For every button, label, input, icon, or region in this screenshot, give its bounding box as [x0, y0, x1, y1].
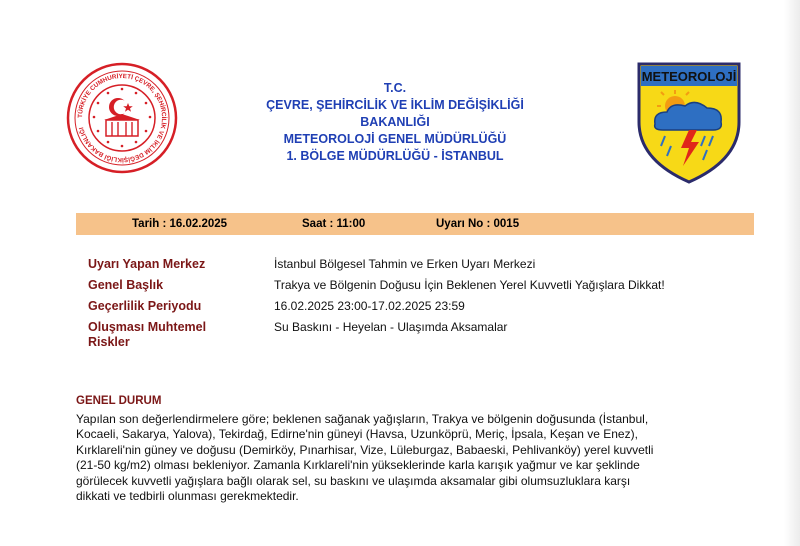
detail-value: İstanbul Bölgesel Tahmin ve Erken Uyarı Merkezi — [274, 257, 536, 271]
detail-label: Geçerlilik Periyodu — [88, 299, 202, 313]
page-edge-shadow — [784, 0, 800, 546]
detail-value: Trakya ve Bölgenin Doğusu İçin Beklenen Yerel Kuvvetli Yağışlara Dikkat! — [274, 278, 665, 292]
detail-row-risks — [88, 318, 748, 352]
general-situation-title: GENEL DURUM — [76, 395, 162, 407]
body-line: görülecek kuvvetli yağışlara bağlı olarak sel, su baskını ve ulaşımda aksamalar gibi olumsuzluklara karşı — [76, 473, 631, 488]
header-line-regional: 1. BÖLGE MÜDÜRLÜĞÜ - İSTANBUL — [286, 149, 504, 163]
body-line: Kocaeli, Sakarya, Yalova), Tekirdağ, Edirne'nin güneyi (Havsa, Uzunköprü, Meriç, İpsala, Keşan ve Enez), — [76, 427, 638, 442]
body-line: Yapılan son değerlendirmelere göre; beklenen sağanak yağışların, Trakya ve bölgenin doğusunda (İstanbul, — [76, 412, 649, 426]
issue-time: Saat : 11:00 — [302, 218, 366, 230]
detail-label: Oluşması Muhtemel Riskler — [88, 320, 207, 349]
badge-title: METEOROLOJİ — [641, 69, 737, 84]
header-line-tc: T.C. — [383, 81, 407, 95]
detail-row-validity — [88, 297, 748, 318]
header-line-ministry: ÇEVRE, ŞEHİRCİLİK VE İKLİM DEĞİŞİKLİĞİ BAKANLIĞI — [266, 98, 524, 129]
meteoroloji-badge-logo — [635, 60, 743, 186]
body-line: Kırklareli'nin güney ve doğusu (Demirköy, Pınarhisar, Vize, Lüleburgaz, Babaeski, Pehlivanköy) yerel kuvvetli — [76, 442, 654, 457]
detail-label: Genel Başlık — [88, 278, 164, 292]
seal-ring-text: TÜRKİYE CUMHURİYETİ ÇEVRE, ŞEHİRCİLİK VE İKLİM DEĞİŞİKLİĞİ BAKANLIĞI — [76, 72, 168, 164]
warning-details-table — [88, 255, 748, 352]
header-line-directorate: METEOROLOJİ GENEL MÜDÜRLÜĞÜ — [283, 132, 507, 146]
detail-row-headline — [88, 276, 748, 297]
document-header — [230, 80, 560, 165]
body-line: dikkati ve tedbirli olunması gerekmektedir. — [76, 489, 299, 504]
ministry-seal-logo — [66, 62, 178, 174]
body-line: (21-50 kg/m2) olması bekleniyor. Zamanla Kırklareli'nin yükseklerinde karla karışık yağmur ve kar şeklinde — [76, 458, 640, 473]
warning-number: Uyarı No : 0015 — [436, 218, 520, 230]
detail-value: Su Baskını - Heyelan - Ulaşımda Aksamalar — [274, 320, 508, 334]
detail-label: Uyarı Yapan Merkez — [88, 257, 206, 271]
detail-row-issuer — [88, 255, 748, 276]
general-situation-text — [76, 412, 736, 504]
warning-info-bar — [76, 213, 754, 235]
detail-value: 16.02.2025 23:00-17.02.2025 23:59 — [274, 299, 465, 313]
issue-date: Tarih : 16.02.2025 — [132, 218, 228, 230]
